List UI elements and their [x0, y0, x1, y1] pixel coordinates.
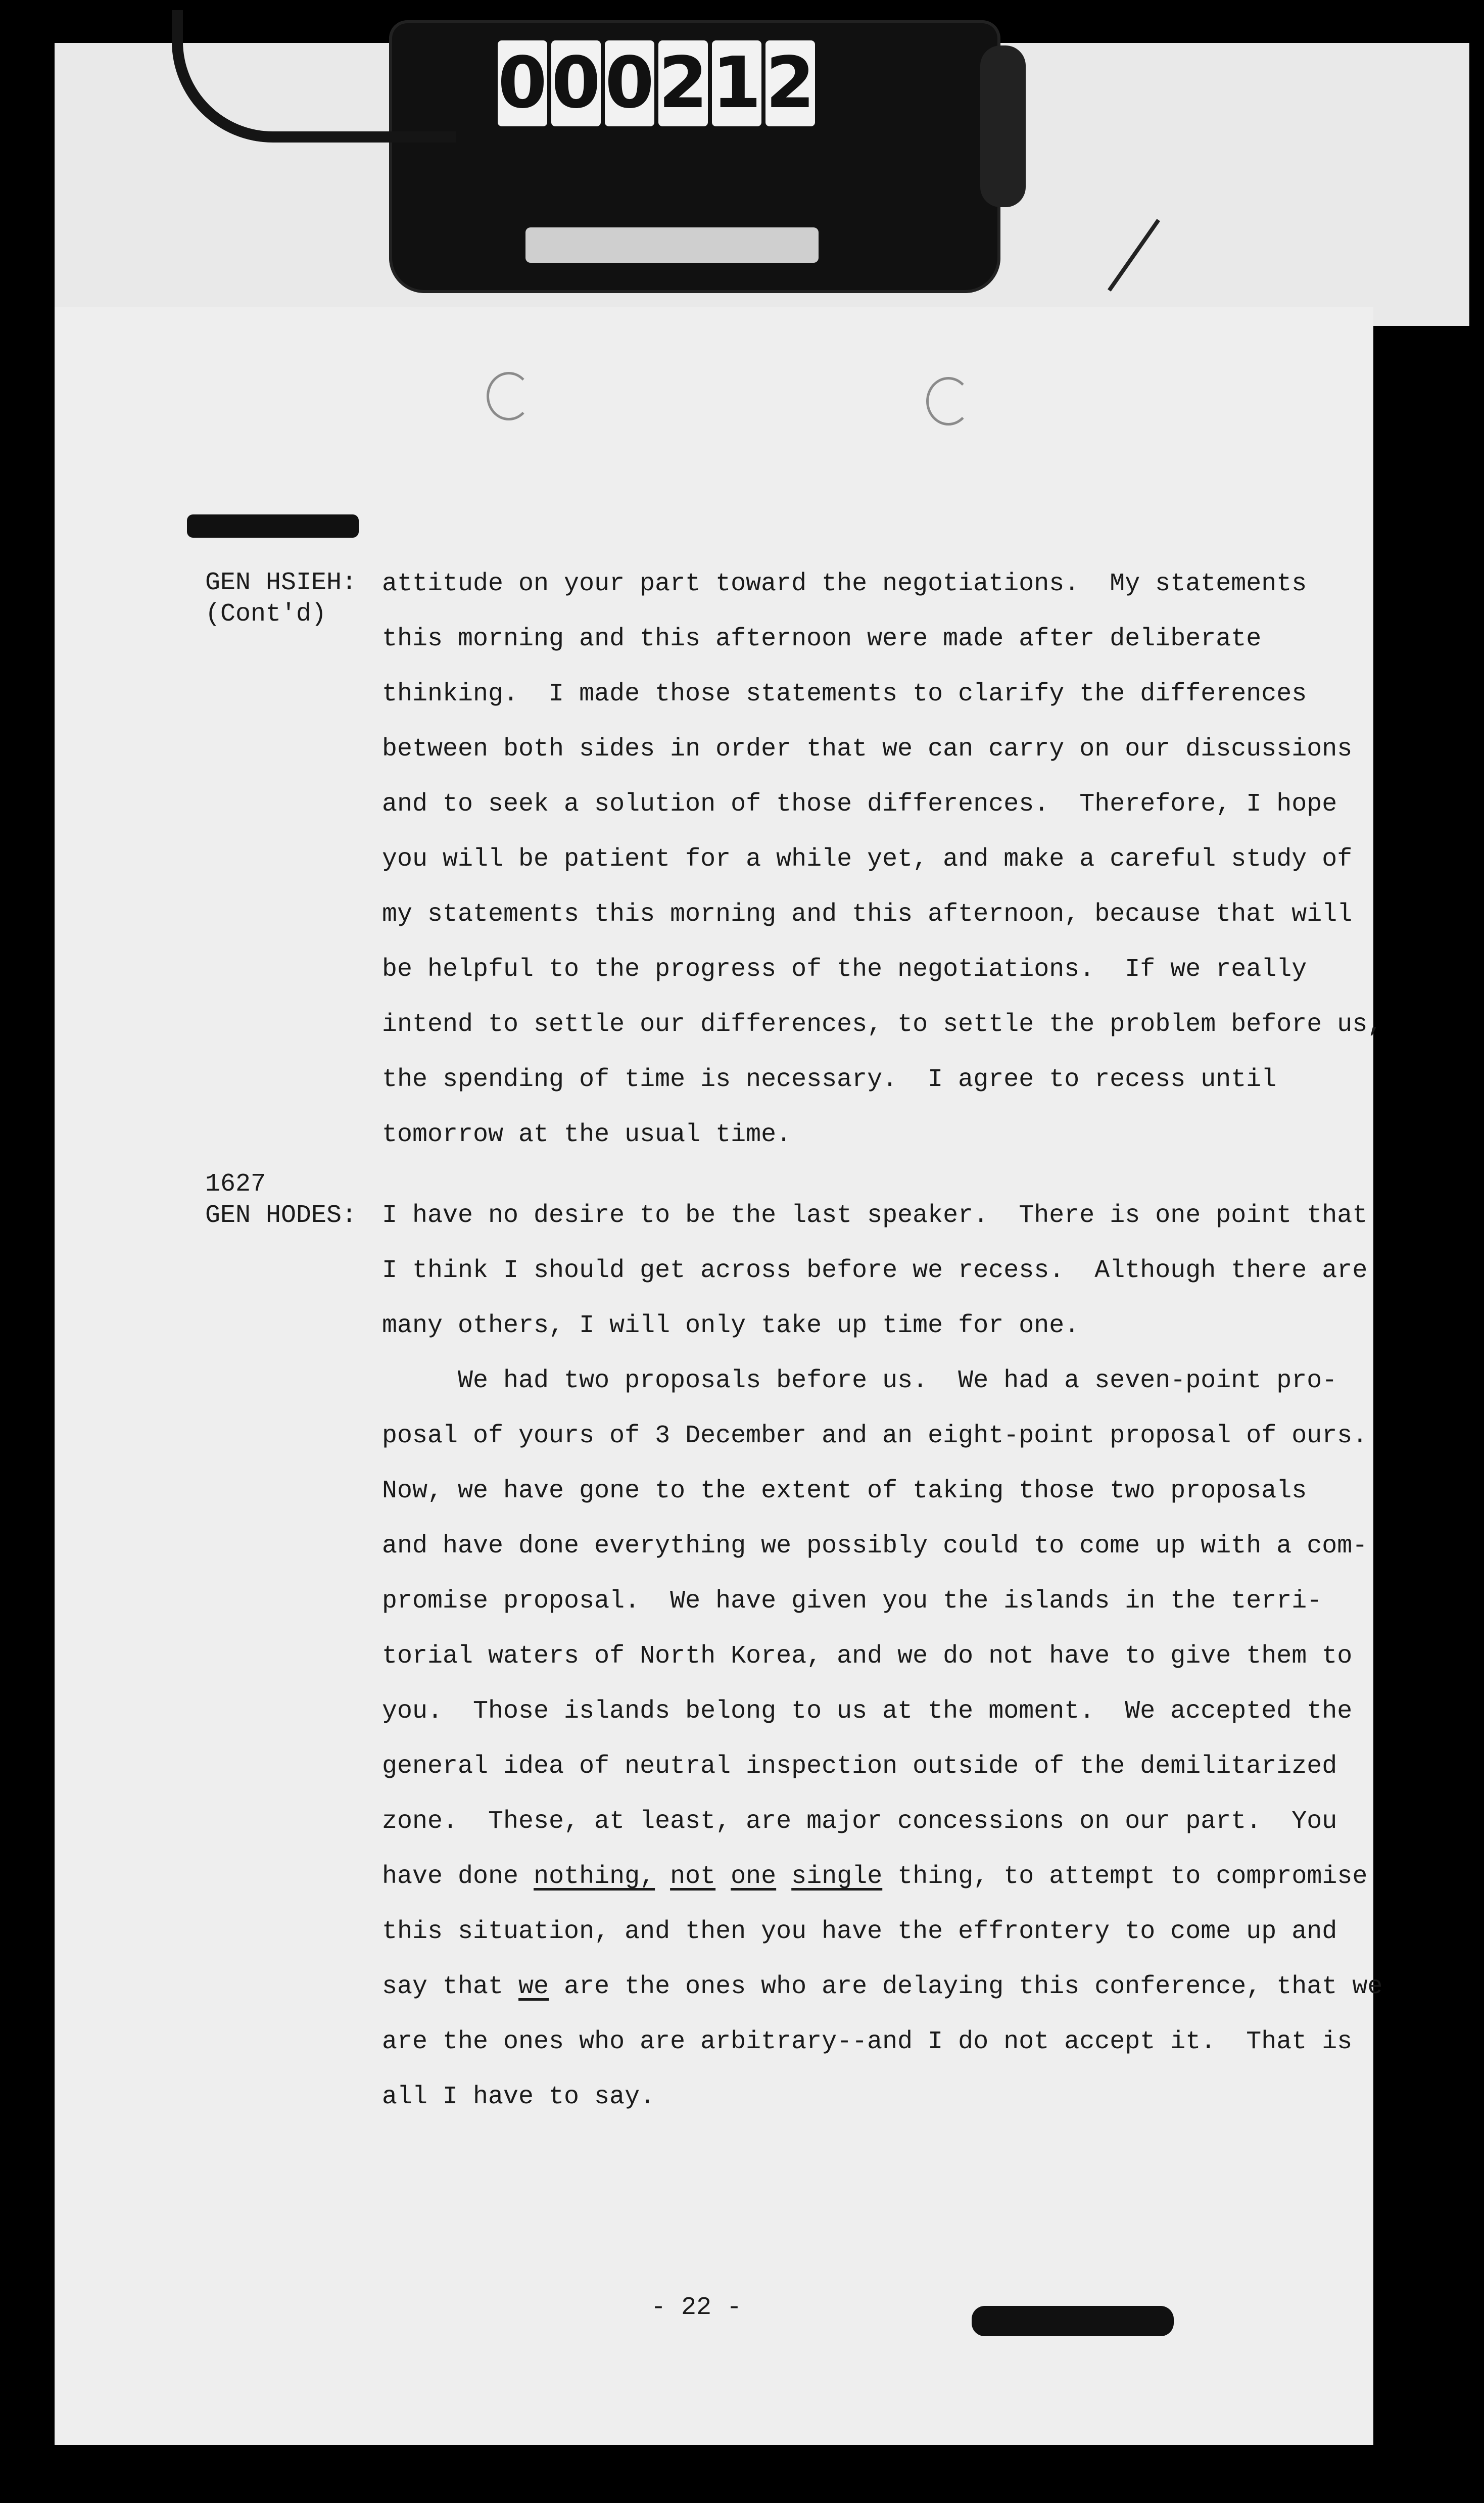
text-line: intend to settle our differences, to settle the problem before us,: [382, 1010, 1383, 1039]
text-line: zone. These, at least, are major concessions on our part. You: [382, 1807, 1337, 1836]
document-page: [55, 307, 1383, 2445]
device-cable: [172, 10, 456, 143]
frame-counter: [389, 20, 1000, 293]
text-line: thinking. I made those statements to clarify the differences: [382, 680, 1307, 709]
text-line: [382, 1959, 1383, 2014]
text-line: attitude on your part toward the negotiations. My statements: [382, 570, 1307, 598]
counter-digit: 0: [605, 40, 654, 126]
text-line: be helpful to the progress of the negotiations. If we really: [382, 955, 1307, 984]
text-line: [382, 1849, 1368, 1904]
text-line: I think I should get across before we recess. Although there are: [382, 1256, 1368, 1285]
text-line: posal of yours of 3 December and an eight-point proposal of ours.: [382, 1422, 1368, 1450]
text-line: you will be patient for a while yet, and make a careful study of: [382, 845, 1353, 874]
counter-digits: [498, 40, 815, 126]
redaction-mark: [972, 2306, 1174, 2336]
text-line: many others, I will only take up time for one.: [382, 1311, 1080, 1340]
text-run: [715, 1862, 731, 1891]
text-line: and to seek a solution of those differences. Therefore, I hope: [382, 790, 1337, 819]
page-number: - 22 -: [651, 2293, 742, 2322]
underlined-word: one: [731, 1862, 777, 1891]
continuation-label: (Cont'd): [205, 600, 327, 629]
text-run: have done: [382, 1862, 534, 1891]
underlined-word: nothing,: [534, 1862, 655, 1891]
text-line: the spending of time is necessary. I agree to recess until: [382, 1065, 1277, 1094]
text-line: all I have to say.: [382, 2083, 655, 2111]
text-line: promise proposal. We have given you the islands in the terri-: [382, 1587, 1322, 1616]
text-run: are the ones who are delaying this conference, that we: [549, 1972, 1383, 2001]
text-line: general idea of neutral inspection outside of the demilitarized: [382, 1752, 1337, 1781]
counter-digit: 0: [551, 40, 601, 126]
counter-digit: 2: [765, 40, 815, 126]
underlined-word: not: [670, 1862, 716, 1891]
text-line: you. Those islands belong to us at the moment. We accepted the: [382, 1697, 1353, 1726]
text-run: say that: [382, 1972, 519, 2001]
underlined-word: we: [518, 1972, 549, 2001]
text-line: I have no desire to be the last speaker. There is one point that: [382, 1201, 1368, 1230]
counter-digit: 0: [498, 40, 547, 126]
text-run: thing, to attempt to compromise: [882, 1862, 1368, 1891]
text-run: [655, 1862, 670, 1891]
text-line: tomorrow at the usual time.: [382, 1120, 792, 1149]
speaker-label: [205, 568, 357, 630]
device-knob: [980, 45, 1026, 207]
text-line: my statements this morning and this afternoon, because that will: [382, 900, 1353, 929]
punch-hole: [926, 377, 971, 426]
counter-digit: 1: [712, 40, 761, 126]
text-line: We had two proposals before us. We had a seven-point pro-: [382, 1366, 1337, 1395]
underlined-word: single: [791, 1862, 883, 1891]
redaction-mark: [187, 514, 359, 538]
text-line: and have done everything we possibly could to come up with a com-: [382, 1532, 1368, 1561]
text-line: this situation, and then you have the effrontery to come up and: [382, 1917, 1337, 1946]
speaker-label: [205, 1169, 357, 1232]
speaker-name: GEN HSIEH:: [205, 569, 357, 597]
counter-digit: 2: [658, 40, 708, 126]
counter-slot: [525, 227, 819, 263]
text-line: are the ones who are arbitrary--and I do not accept it. That is: [382, 2027, 1353, 2056]
punch-hole: [487, 372, 531, 420]
text-line: torial waters of North Korea, and we do not have to give them to: [382, 1642, 1353, 1671]
speaker-name: GEN HODES:: [205, 1201, 357, 1230]
time-stamp: 1627: [205, 1170, 266, 1199]
speaker-text: [382, 556, 1383, 1162]
text-line: Now, we have gone to the extent of taking those two proposals: [382, 1477, 1307, 1505]
text-run: [776, 1862, 791, 1891]
speaker-text: [382, 1188, 1383, 2124]
text-line: between both sides in order that we can carry on our discussions: [382, 735, 1353, 764]
text-line: this morning and this afternoon were made after deliberate: [382, 625, 1262, 653]
